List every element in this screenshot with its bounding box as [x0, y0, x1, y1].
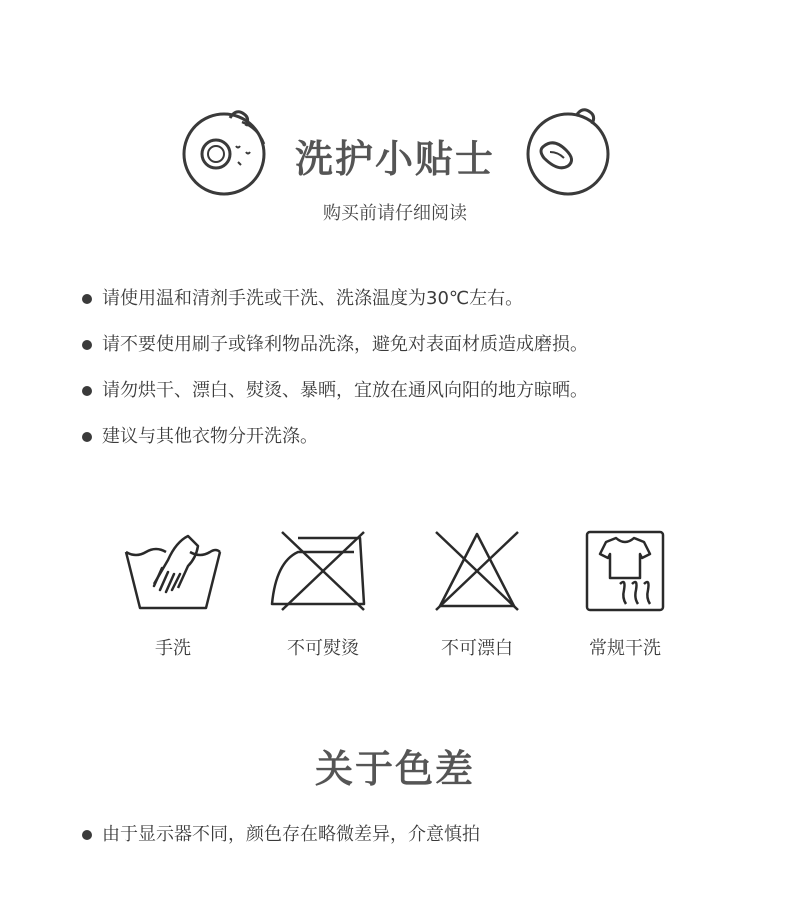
care-label: 手洗 — [155, 638, 191, 659]
care-symbol-no-bleach — [402, 528, 552, 660]
list-item: 请不要使用刷子或锋利物品洗涤，避免对表面材质造成磨损。 — [80, 332, 760, 378]
list-item: 由于显示器不同，颜色存在略微差异，介意慎拍 — [80, 822, 760, 848]
list-item: 请使用温和清剂手洗或干洗、洗涤温度为30℃左右。 — [80, 286, 760, 332]
color-note-list — [80, 822, 760, 848]
care-symbol-dry-clean — [550, 528, 700, 660]
list-item: 请勿烘干、漂白、熨烫、暴晒，宜放在通风向阳的地方晾晒。 — [80, 378, 760, 424]
care-tips-list — [80, 286, 760, 470]
list-item: 建议与其他衣物分开洗涤。 — [80, 424, 760, 470]
care-symbol-no-iron — [248, 528, 398, 660]
care-symbols — [0, 528, 790, 668]
care-label: 不可熨烫 — [287, 638, 359, 659]
dry-clean-icon — [570, 528, 680, 614]
no-bleach-icon — [422, 528, 532, 614]
color-note-title: 关于色差 — [314, 747, 475, 791]
page-title: 洗护小贴士 — [294, 137, 495, 181]
no-iron-icon — [268, 528, 378, 614]
hand-wash-icon — [118, 528, 228, 614]
care-label: 不可漂白 — [441, 638, 513, 659]
pig-snout-icon — [524, 106, 614, 198]
care-label: 常规干洗 — [589, 638, 661, 659]
pig-face-icon — [180, 106, 270, 198]
page-subtitle: 购买前请仔细阅读 — [323, 203, 467, 224]
care-symbol-hand-wash — [98, 528, 248, 660]
